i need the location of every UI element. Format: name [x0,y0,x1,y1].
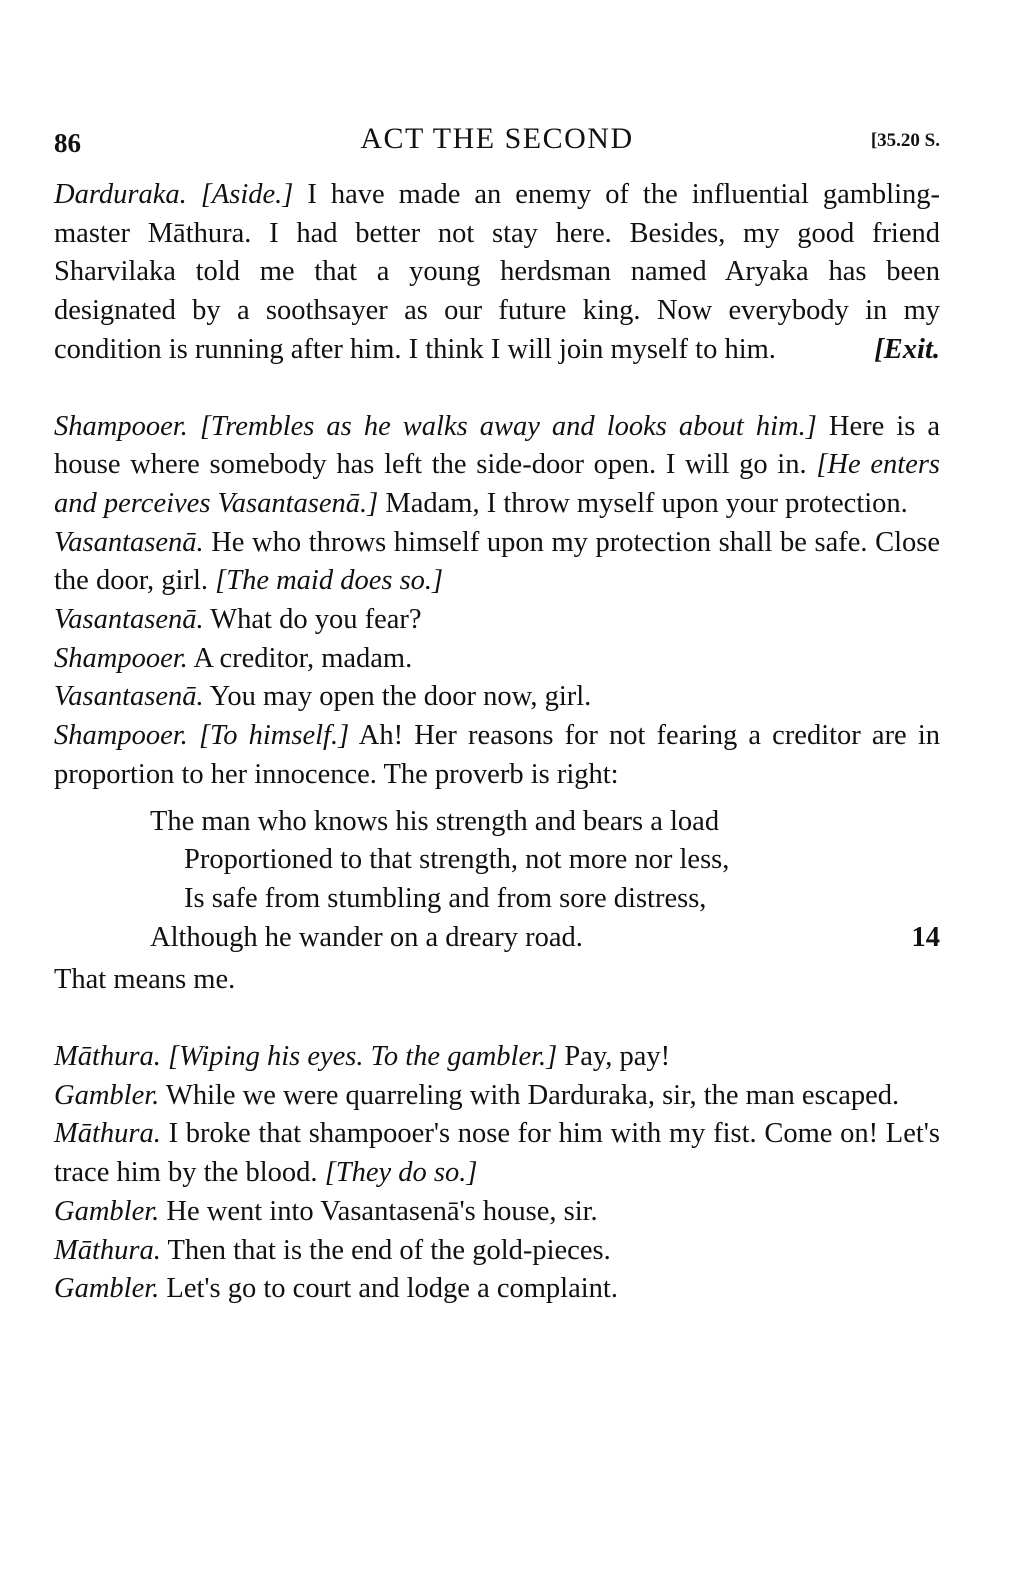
speech-text: You may open the door now, girl. [209,681,592,713]
stage-direction: [To himself.] [198,720,350,752]
speech-vasantasena [54,678,940,717]
speaker-name: Gambler. [54,1079,160,1111]
verse-line-text: Although he wander on a dreary road. [150,921,583,953]
stage-direction [201,179,294,210]
speech-text: Here is a house where somebody has left the side-door open. I will go in. [54,410,941,481]
speech-shampooer [54,640,940,679]
verse-line: The man who knows his strength and bears a load [150,805,720,837]
stage-direction: [He enters and perceives Vasantasenā.] [54,449,941,519]
speaker-name: Māthura. [54,1041,161,1073]
speech-text: I have made an enemy of the influential gambling-master Māthura. I had better not stay here. Besides, my good friend Sharvilaka told me that a young herdsman named Aryaka has been designated by a soothsayer as our future king. Now everybody in my condition is running after him. I think I will join myself to him. [54,179,941,365]
speaker-name: Māthura. [54,1118,161,1150]
speaker-name: Vasantasenā. [54,604,204,636]
speech-mathura [54,1232,940,1271]
speech-text: What do you fear? [210,604,422,636]
running-header [54,122,940,162]
speech-text: While we were quarreling with Darduraka, sir, the man escaped. [165,1079,900,1111]
speech-gambler [54,1193,940,1232]
speech-vasantasena [54,601,940,640]
speaker-name: Vasantasenā. [54,681,204,713]
stage-direction: [Wiping his eyes. To the gambler.] [168,1041,558,1073]
speech-mathura [54,1038,940,1077]
speech-text: Let's go to court and lodge a complaint. [166,1273,618,1305]
speech-text: Ah! Her reasons for not fearing a creditor are in proportion to her innocence. The proverb is right: [54,720,941,790]
stage-direction: [They do so.] [324,1157,478,1189]
verse-line-last [150,919,940,958]
speech-vasantasena [54,524,940,601]
speaker-name: Shampooer. [54,642,188,674]
speaker-name: Vasantasenā. [54,526,204,558]
speaker-name: Shampooer. [54,720,188,752]
scene-gap [54,370,940,408]
speaker-name: Māthura. [54,1234,161,1266]
speech-text: I broke that shampooer's nose for him with my fist. Come on! Let's trace him by the blood. [54,1118,941,1189]
scene-gap [54,1000,940,1038]
speech-text: Pay, pay! [564,1041,671,1073]
speaker-name: Gambler. [54,1195,160,1227]
page-body [54,176,940,1309]
exit-direction: [Exit. [874,333,940,365]
stage-direction: [The maid does so.] [215,565,444,597]
speech-text: A creditor, madam. [193,642,413,674]
speaker-name: Gambler. [54,1273,160,1305]
verse-block [150,803,940,958]
verse-line: Proportioned to that strength, not more nor less, [184,844,730,876]
page-number: 86 [54,128,81,158]
speech-mathura [54,1115,940,1192]
stage-direction: [Trembles as he walks away and looks about him.] [199,410,817,442]
speaker-name: Shampooer. [54,410,188,442]
speech-continuation: That means me. [54,964,236,996]
speaker-name: Darduraka. [54,179,187,210]
speech-gambler [54,1077,940,1116]
speech-text: Then that is the end of the gold-pieces. [167,1234,611,1266]
stage-direction-text: [Aside.] [200,179,294,210]
speech-shampooer [54,408,940,524]
speech-text: Madam, I throw myself upon your protection. [385,487,908,519]
verse-line: Is safe from stumbling and from sore distress, [184,882,707,914]
speech-gambler [54,1270,940,1309]
speech-text: He went into Vasantasenā's house, sir. [166,1195,598,1227]
running-title: ACT THE SECOND [360,122,634,155]
page-reference: [35.20 S. [870,130,940,151]
verse-number: 14 [911,921,940,953]
speech-text: He who throws himself upon my protection shall be safe. Close the door, girl. [54,526,941,597]
speech-shampooer [54,717,940,794]
